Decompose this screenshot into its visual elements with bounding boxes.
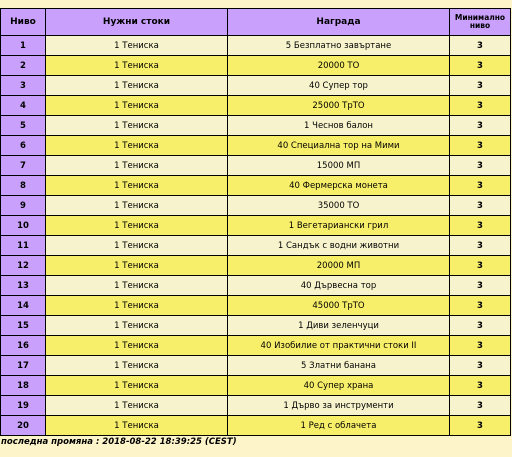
needed-goods-cell: 1 Тениска — [46, 36, 228, 56]
level-cell: 12 — [1, 256, 46, 276]
level-cell: 8 — [1, 176, 46, 196]
needed-goods-cell: 1 Тениска — [46, 176, 228, 196]
min-level-cell: 3 — [450, 296, 511, 316]
level-cell: 13 — [1, 276, 46, 296]
table-row — [1, 116, 511, 136]
min-level-cell: 3 — [450, 96, 511, 116]
reward-cell: 45000 ТрТО — [228, 296, 450, 316]
needed-goods-cell: 1 Тениска — [46, 156, 228, 176]
table-row — [1, 196, 511, 216]
reward-cell: 40 Супер тор — [228, 76, 450, 96]
min-level-cell: 3 — [450, 236, 511, 256]
table-row — [1, 356, 511, 376]
needed-goods-cell: 1 Тениска — [46, 276, 228, 296]
table-row — [1, 76, 511, 96]
min-level-cell: 3 — [450, 216, 511, 236]
level-cell: 15 — [1, 316, 46, 336]
min-level-cell: 3 — [450, 356, 511, 376]
reward-cell: 35000 ТО — [228, 196, 450, 216]
min-level-cell: 3 — [450, 416, 511, 436]
needed-goods-cell: 1 Тениска — [46, 96, 228, 116]
needed-goods-cell: 1 Тениска — [46, 136, 228, 156]
last-modified-note: последна промяна : 2018-08-22 18:39:25 (CEST) — [1, 437, 237, 447]
min-level-cell: 3 — [450, 56, 511, 76]
reward-cell: 15000 МП — [228, 156, 450, 176]
header-needed-goods: Нужни стоки — [46, 9, 228, 36]
needed-goods-cell: 1 Тениска — [46, 316, 228, 336]
reward-cell: 20000 ТО — [228, 56, 450, 76]
level-cell: 4 — [1, 96, 46, 116]
table-row — [1, 156, 511, 176]
min-level-cell: 3 — [450, 276, 511, 296]
min-level-cell: 3 — [450, 76, 511, 96]
reward-cell: 40 Фермерска монета — [228, 176, 450, 196]
level-cell: 11 — [1, 236, 46, 256]
needed-goods-cell: 1 Тениска — [46, 416, 228, 436]
needed-goods-cell: 1 Тениска — [46, 116, 228, 136]
level-cell: 5 — [1, 116, 46, 136]
table-row — [1, 276, 511, 296]
level-cell: 7 — [1, 156, 46, 176]
level-cell: 10 — [1, 216, 46, 236]
min-level-cell: 3 — [450, 316, 511, 336]
min-level-cell: 3 — [450, 136, 511, 156]
level-cell: 2 — [1, 56, 46, 76]
reward-cell: 1 Чеснов балон — [228, 116, 450, 136]
table-row — [1, 176, 511, 196]
header-min-level: Минимално ниво — [450, 9, 511, 36]
table-row — [1, 336, 511, 356]
min-level-cell: 3 — [450, 336, 511, 356]
table-row — [1, 136, 511, 156]
needed-goods-cell: 1 Тениска — [46, 196, 228, 216]
min-level-cell: 3 — [450, 376, 511, 396]
reward-cell: 40 Специална тор на Мими — [228, 136, 450, 156]
reward-cell: 40 Дървесна тор — [228, 276, 450, 296]
table-row — [1, 236, 511, 256]
header-reward: Награда — [228, 9, 450, 36]
level-cell: 16 — [1, 336, 46, 356]
min-level-cell: 3 — [450, 116, 511, 136]
table-row — [1, 416, 511, 436]
reward-cell: 1 Диви зеленчуци — [228, 316, 450, 336]
needed-goods-cell: 1 Тениска — [46, 76, 228, 96]
level-cell: 9 — [1, 196, 46, 216]
reward-cell: 5 Златни банана — [228, 356, 450, 376]
table-header-row — [1, 9, 511, 36]
needed-goods-cell: 1 Тениска — [46, 216, 228, 236]
needed-goods-cell: 1 Тениска — [46, 296, 228, 316]
reward-cell: 25000 ТрТО — [228, 96, 450, 116]
level-cell: 3 — [1, 76, 46, 96]
needed-goods-cell: 1 Тениска — [46, 56, 228, 76]
min-level-cell: 3 — [450, 156, 511, 176]
table-row — [1, 96, 511, 116]
table-row — [1, 36, 511, 56]
min-level-cell: 3 — [450, 196, 511, 216]
needed-goods-cell: 1 Тениска — [46, 376, 228, 396]
table-row — [1, 396, 511, 416]
level-cell: 1 — [1, 36, 46, 56]
table-row — [1, 296, 511, 316]
min-level-cell: 3 — [450, 256, 511, 276]
header-level: Ниво — [1, 9, 46, 36]
reward-cell: 40 Супер храна — [228, 376, 450, 396]
reward-cell: 1 Сандък с водни животни — [228, 236, 450, 256]
table-row — [1, 256, 511, 276]
level-cell: 19 — [1, 396, 46, 416]
needed-goods-cell: 1 Тениска — [46, 356, 228, 376]
reward-cell: 1 Дърво за инструменти — [228, 396, 450, 416]
table-row — [1, 376, 511, 396]
needed-goods-cell: 1 Тениска — [46, 336, 228, 356]
needed-goods-cell: 1 Тениска — [46, 236, 228, 256]
table-body — [1, 36, 511, 436]
reward-cell: 20000 МП — [228, 256, 450, 276]
level-cell: 20 — [1, 416, 46, 436]
reward-cell: 40 Изобилие от практични стоки II — [228, 336, 450, 356]
needed-goods-cell: 1 Тениска — [46, 256, 228, 276]
needed-goods-cell: 1 Тениска — [46, 396, 228, 416]
table-row — [1, 216, 511, 236]
reward-cell: 1 Ред с облачета — [228, 416, 450, 436]
min-level-cell: 3 — [450, 36, 511, 56]
reward-cell: 5 Безплатно завъртане — [228, 36, 450, 56]
level-cell: 18 — [1, 376, 46, 396]
min-level-cell: 3 — [450, 396, 511, 416]
table-row — [1, 56, 511, 76]
level-cell: 14 — [1, 296, 46, 316]
reward-cell: 1 Вегетариански грил — [228, 216, 450, 236]
rewards-table — [0, 8, 511, 436]
level-cell: 17 — [1, 356, 46, 376]
level-cell: 6 — [1, 136, 46, 156]
table-row — [1, 316, 511, 336]
min-level-cell: 3 — [450, 176, 511, 196]
